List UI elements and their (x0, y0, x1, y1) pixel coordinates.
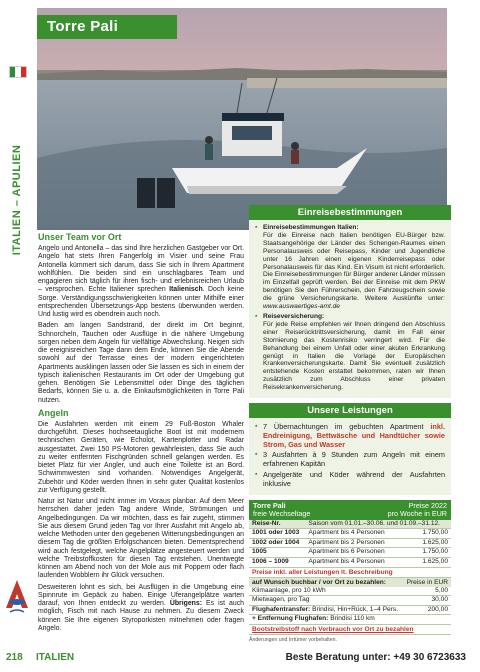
footnote: Änderungen und Irrtümer vorbehalten. (249, 636, 337, 643)
page-title: Torre Pali (37, 15, 177, 39)
right-column (249, 205, 451, 643)
angeln-paragraph-3: Desweiteren lohnt es sich, bei Ausflügen in die Umgebung eine Spinnrute im Gepäck zu haben. Einige Uferangelplätze warten darauf, von Ihnen entdeckt zu werden. Übrigens: Es ist auch möglich, Fisch mit nach Hause zu nehmen. Zu diesem Zweck können Sie Ihre eigenen Styroporkisten mitnehmen oder fragen Angelo. (38, 583, 244, 632)
team-heading: Unser Team vor Ort (38, 232, 122, 242)
table-row: 1005 Apartment bis 6 Personen 1.750,00 (249, 548, 451, 558)
service-item-trips: ▪ 3 Ausfahrten à 9 Stunden zum Angeln mit einem erfahrenen Kapitän (255, 451, 445, 469)
angler-logo-icon (4, 578, 30, 618)
left-column (38, 232, 244, 636)
extras-header: auf Wunsch buchbar / vor Ort zu bezahlen: Preise in EUR (249, 578, 451, 587)
angeln-paragraph-1: Die Ausfahrten werden mit einem 29 Fuß-Boston Whaler durchgeführt. Dieses hochseetaugliche Boot ist mit modernem technischen Geräten, wie Echolot, Kartenplotter und Radar ausgestattet. Zwei 150 PS-Motoren gewährleisten, dass Sie auch zu weiter entfernten Fischgründen schnell gelangen werden. Es bietet Platz für vier Angler, und auch eine Toilette ist an Bord. Schwimmwesten sind vorhanden. Notwendiges Angelgerät, Zubehör und Köder werden Ihnen in sehr guter Qualität kostenlos zur Verfügung gestellt. (38, 420, 244, 494)
service-item-accommodation: ▪ 7 Übernachtungen im gebuchten Apartment inkl. Endreinigung, Bettwäsche und Handtücher sowie Strom, Gas und Wasser (255, 423, 445, 449)
fuel-note: Bootstreibstoff nach Verbrauch vor Ort zu bezahlen (249, 625, 451, 635)
service-item-gear: ▪ Angelgeräte und Köder während der Ausfahrten inklusive (255, 471, 445, 489)
col-header-season: Saison vom 01.01.–30.06. und 01.09.–31.12. (305, 520, 451, 529)
angeln-heading: Angeln (38, 407, 69, 418)
angeln-paragraph-2: Natur ist Natur und nicht immer im Voraus planbar. Auf dem Meer herrschen daher jeden Tag andere Winde, Strömungen und Angelbedingungen. Da wir möchten, dass es fair zugeht, stimmen Sie aus diesem Grund jeden Tag vor Ihrer Ausfahrt mit Angelo ab, welche Methoden unter den gegebenen Witterungsbedingungen an diesem Tag die größten Erfolgschancen bieten. Dementsprechend wird auch festgelegt, welche Angelplätze angesteuert werden und welche Treibstoffkosten für diesen Tag entstehen. Unentwegte können am Abend noch von der Mole aus mit Poppern oder flach laufenden Wobblern ihr Glück versuchen. (38, 498, 244, 580)
price-table-header: Torre Pali freie Wechseltage Preise 2022 pro Woche in EUR (249, 500, 451, 520)
entry-heading: Einreisebestimmungen (249, 205, 451, 220)
services-box (249, 418, 451, 495)
entry-link: www.auswaertiges-amt.de (263, 303, 340, 311)
sidebar (0, 0, 34, 672)
page-number: 218 (6, 652, 23, 663)
entry-item-insurance: ▪ Reiseversicherung: Für jede Reise empfehlen wir Ihnen dringend den Abschluss einer Reiserücktrittsversicherung, damit im Fall einer Stornierung das Kostenrisiko verringert wird. Für die Behandlung bei einem Unfall oder einer akuten Erkrankung genügt in Italien die Vorlage der Europäischen Krankenversicherungskarte. Damit Sie eventuell zusätzlich entstehende Kosten erstattet bekommen, raten wir Ihnen zusätzlich zum Abschluss einer privaten Reisekrankenversicherung. (255, 313, 445, 392)
table-row: 1002 oder 1004 Apartment bis 2 Personen 1.625,00 (249, 538, 451, 548)
services-heading: Unsere Leistungen (249, 403, 451, 418)
table-row: 1001 oder 1003 Apartment bis 4 Personen 1.750,00 (249, 529, 451, 539)
col-header-no: Reise-Nr. (249, 520, 305, 529)
entry-item-italy: ▪ Einreisebestimmungen Italien: Für die Einreise nach Italien benötigen EU-Bürger bzw. Staatsangehörige der Länder des Schengen-Raumes einen Personalausweis oder Reisepass, Kinder und Jugendliche unter 16 Jahren einen eigenen Kinderreisepass oder Personalausweis für das Kind. Ein Visum ist nicht erforderlich. Die Einreisebestimmungen für Bürger anderer Länder müssen im Einzelfall geprüft werden. Bei der Einreise mit dem PKW benötigen Sie den Führerschein, den Fahrzeugschein sowie die grüne Versicherungskarte. Weitere Auskünfte unter: www.auswaertiges-amt.de (255, 224, 445, 311)
footer-region: ITALIEN (36, 652, 75, 663)
italy-flag-icon (9, 66, 27, 78)
team-paragraph-2: Baden am langen Sandstrand, der direkt im Ort beginnt, Schnorcheln, Tauchen oder Ausflüge in die nähere Umgebung sorgen neben dem Angeln für vielfältige Abwechslung. Neigen sich die ereignisreichen Tage dann dem Ende, können Sie die Abende sowohl auf der Terrasse eines der modern eingerichteten Apartments ausklingen lassen oder Sie lassen es sich in einem der typisch italienischen Restaurants im Ort oder der Umgebung gut gehen. Benötigen Sie Lebensmittel oder Dinge des täglichen Bedarfs, können Sie u. a. die Einkaufsmöglichkeiten in Torre Pali nutzen. (38, 322, 244, 404)
extras-table (249, 587, 451, 625)
table-row: 1006 – 1009 Apartment bis 4 Personen 1.625,00 (249, 557, 451, 567)
team-paragraph-1: Angelo und Antonella – das sind Ihre herzlichen Gastgeber vor Ort. Angelo hat stets Ihren Fangerfolg im Visier und seine Frau Antonella kümmert sich darum, dass Sie sich in Ihrem Apartment wohlfühlen. Die beiden sind ein unschlagbares Team und engagieren sich täglich für ihren fisch- und erlebnisreichen Urlaub – versprochen. Echte Italiener sprechen Italienisch. Doch keine Sorge. Verständigungsschwierigkeiten können unter Mithilfe einer entsprechenden Übersetzungs-App bestens überwunden werden. Und lustig wird es obendrein auch noch. (38, 245, 245, 318)
footer-contact: Beste Beratung unter: +49 30 6723633 (285, 652, 466, 663)
region-label: ITALIEN – APULIEN (11, 144, 23, 256)
price-table (249, 520, 451, 568)
table-row: Mietwagen, pro Tag 30,00 (249, 596, 451, 606)
inclusive-note: Preise inkl. aller Leistungen lt. Beschreibung (249, 568, 451, 578)
table-row: + Entfernung Flughafen: Brindisi 110 km (249, 615, 451, 625)
boat-photo (37, 8, 447, 230)
table-row: Flughafentransfer: Brindisi, Hin+Rück, 1–4 Pers. 200,00 (249, 605, 451, 615)
entry-box (249, 220, 451, 398)
table-row: Klimaanlage, pro 10 kWh 5,00 (249, 587, 451, 596)
